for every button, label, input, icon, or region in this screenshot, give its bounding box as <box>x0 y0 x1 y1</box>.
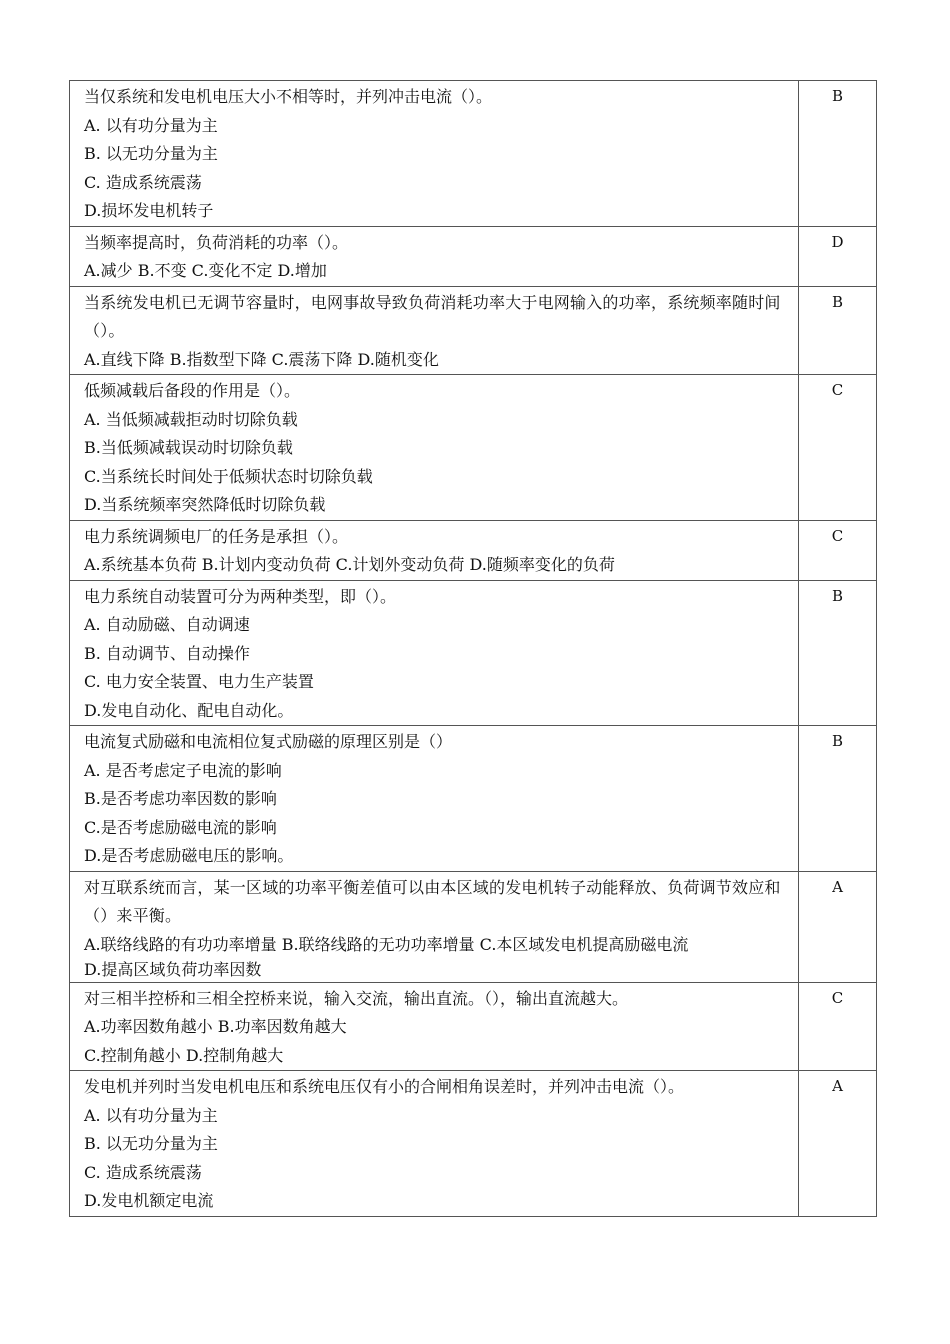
question-table <box>69 80 877 1217</box>
option-c: C.是否考虑励磁电流的影响 <box>84 817 277 837</box>
answer-cell: B <box>799 726 877 872</box>
option-d: D.发电自动化、配电自动化。 <box>84 700 294 720</box>
option-c: C. 电力安全装置、电力生产装置 <box>84 672 314 691</box>
question-stem: 当仅系统和发电机电压大小不相等时，并列冲击电流（）。 <box>84 87 493 106</box>
answer-cell: B <box>799 81 877 227</box>
answer-cell: B <box>799 286 877 375</box>
question-cell <box>70 1071 799 1217</box>
question-cell <box>70 982 799 1071</box>
question-cell <box>70 520 799 580</box>
options-line: A.直线下降 B.指数型下降 C.震荡下降 D.随机变化 <box>84 349 439 369</box>
answer-cell: A <box>799 1071 877 1217</box>
options-line: A.功率因数角越小 B.功率因数角越大 <box>84 1017 347 1036</box>
option-d: D.损坏发电机转子 <box>84 201 214 220</box>
option-b: B. 自动调节、自动操作 <box>84 643 250 663</box>
answer-cell: C <box>799 982 877 1071</box>
option-d: D.当系统频率突然降低时切除负载 <box>84 495 326 514</box>
question-row <box>70 726 877 872</box>
option-a: A. 是否考虑定子电流的影响 <box>84 760 282 780</box>
question-row <box>70 871 877 982</box>
option-c: C. 造成系统震荡 <box>84 172 202 192</box>
question-cell <box>70 375 799 521</box>
question-stem: 电流复式励磁和电流相位复式励磁的原理区别是（） <box>84 732 453 751</box>
options-line: C.控制角越小 D.控制角越大 <box>84 1045 284 1065</box>
option-b: B.是否考虑功率因数的影响 <box>84 789 277 808</box>
question-stem: 当频率提高时，负荷消耗的功率（）。 <box>84 232 349 252</box>
question-stem: 低频减载后备段的作用是（）。 <box>84 381 301 400</box>
question-cell <box>70 286 799 375</box>
question-row <box>70 1071 877 1217</box>
option-a: A. 自动励磁、自动调速 <box>84 615 250 634</box>
option-a: A. 以有功分量为主 <box>84 1105 218 1125</box>
answer-cell: D <box>799 226 877 286</box>
option-a: A. 当低频减载拒动时切除负载 <box>84 409 298 429</box>
question-row <box>70 520 877 580</box>
question-row <box>70 982 877 1071</box>
question-row <box>70 226 877 286</box>
answer-cell: A <box>799 871 877 982</box>
question-stem: 发电机并列时当发电机电压和系统电压仅有小的合闸相角误差时，并列冲击电流（）。 <box>84 1077 685 1096</box>
question-cell <box>70 726 799 872</box>
question-row <box>70 375 877 521</box>
option-b: B. 以无功分量为主 <box>84 1134 218 1153</box>
answer-cell: C <box>799 375 877 521</box>
question-stem: 对互联系统而言，某一区域的功率平衡差值可以由本区域的发电机转子动能释放、负荷调节效应和（）来平衡。 <box>84 877 781 925</box>
question-stem: 对三相半控桥和三相全控桥来说，输入交流，输出直流。（），输出直流越大。 <box>84 988 629 1008</box>
options-line: A.系统基本负荷 B.计划内变动负荷 C.计划外变动负荷 D.随频率变化的负荷 <box>84 555 615 574</box>
answer-cell: B <box>799 580 877 726</box>
options-line: A.减少 B.不变 C.变化不定 D.增加 <box>84 261 327 280</box>
options-line: D.提高区域负荷功率因数 <box>84 960 262 979</box>
option-d: D.是否考虑励磁电压的影响。 <box>84 846 294 865</box>
question-stem: 电力系统调频电厂的任务是承担（）。 <box>84 526 349 546</box>
question-row <box>70 81 877 227</box>
option-c: C.当系统长时间处于低频状态时切除负载 <box>84 466 373 486</box>
question-cell <box>70 81 799 227</box>
question-cell <box>70 226 799 286</box>
option-a: A. 以有功分量为主 <box>84 115 218 135</box>
question-cell <box>70 871 799 982</box>
options-line: A.联络线路的有功功率增量 B.联络线路的无功功率增量 C.本区域发电机提高励磁电流 <box>84 934 689 954</box>
answer-cell: C <box>799 520 877 580</box>
question-stem: 电力系统自动装置可分为两种类型，即（）。 <box>84 586 397 606</box>
question-row <box>70 580 877 726</box>
option-c: C. 造成系统震荡 <box>84 1162 202 1182</box>
option-b: B. 以无功分量为主 <box>84 144 218 163</box>
option-b: B.当低频减载误动时切除负载 <box>84 438 293 457</box>
option-d: D.发电机额定电流 <box>84 1191 214 1210</box>
question-cell <box>70 580 799 726</box>
question-row <box>70 286 877 375</box>
question-stem: 当系统发电机已无调节容量时，电网事故导致负荷消耗功率大于电网输入的功率，系统频率随时间（）。 <box>84 292 781 340</box>
